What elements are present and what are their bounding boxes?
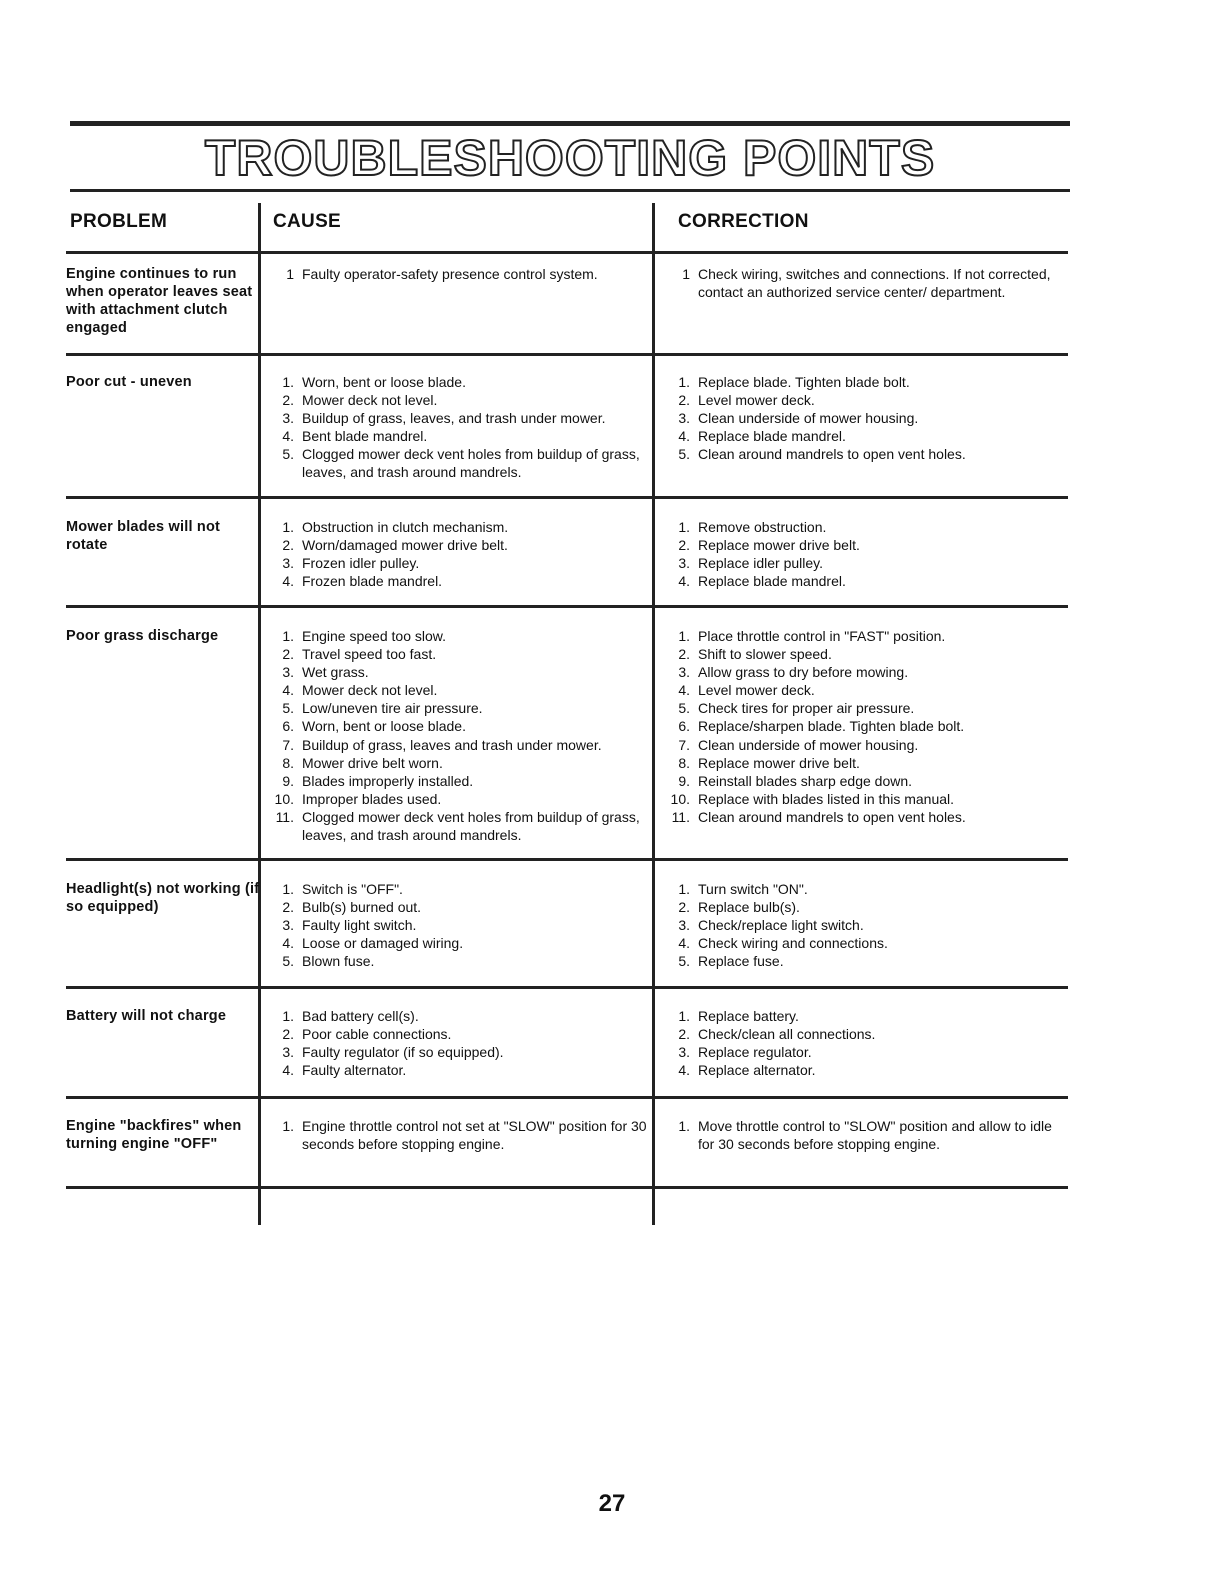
row-divider xyxy=(66,1186,1068,1189)
row-divider xyxy=(66,353,1068,356)
list-item: 5. Blown fuse. xyxy=(282,953,375,970)
correction-list xyxy=(668,1117,1058,1153)
page-title: TROUBLESHOOTING POINTS xyxy=(204,130,936,186)
list-item: 1. Engine speed too slow. xyxy=(282,628,446,644)
header-problem: PROBLEM xyxy=(70,211,168,232)
cause-list xyxy=(272,627,652,844)
list-item: 1. Bad battery cell(s). xyxy=(282,1008,419,1024)
list-item: 3. Frozen idler pulley. xyxy=(282,555,420,572)
list-item: 3. Wet grass. xyxy=(282,664,369,681)
list-item: 2. Bulb(s) burned out. xyxy=(282,899,422,916)
column-divider-cause-correction xyxy=(652,203,655,1225)
list-item: 2. Mower deck not level. xyxy=(282,392,438,409)
cause-list xyxy=(272,518,652,590)
list-item: 1. Turn switch "ON". xyxy=(678,881,808,897)
list-item: 4. Mower deck not level. xyxy=(282,682,438,699)
cause-list xyxy=(272,880,652,970)
list-item: 1 Faulty operator-safety presence control system. xyxy=(286,266,598,282)
list-item: 9. Blades improperly installed. xyxy=(282,772,474,789)
list-item: 4. Check wiring and connections. xyxy=(678,935,888,952)
correction-list xyxy=(668,518,1058,590)
list-item: 1. Replace battery. xyxy=(678,1008,799,1024)
cause-list xyxy=(272,265,652,283)
list-item: 1. Worn, bent or loose blade. xyxy=(282,374,466,390)
list-item: 2. Travel speed too fast. xyxy=(282,646,437,663)
correction-list xyxy=(668,1007,1058,1079)
list-item: 1. Engine throttle control not set at "SLOW" position for 30 seconds before stopping engine. xyxy=(282,1118,647,1153)
problem-text: Poor cut - uneven xyxy=(66,374,192,390)
list-item: 10. Improper blades used. xyxy=(274,790,442,807)
list-item: 7. Buildup of grass, leaves and trash under mower. xyxy=(282,736,602,753)
list-item: 6. Replace/sharpen blade. Tighten blade bolt. xyxy=(678,718,965,735)
list-item: 4. Replace alternator. xyxy=(678,1062,816,1079)
list-item: 4. Bent blade mandrel. xyxy=(282,428,428,445)
list-item: 2. Replace bulb(s). xyxy=(678,899,800,916)
list-item: 5. Replace fuse. xyxy=(678,953,784,970)
list-item: 4. Frozen blade mandrel. xyxy=(282,573,443,590)
list-item: 2. Check/clean all connections. xyxy=(678,1026,876,1043)
list-item: 3. Clean underside of mower housing. xyxy=(678,410,919,427)
row-divider xyxy=(66,986,1068,989)
list-item: 1 Check wiring, switches and connections. If not corrected, contact an authorized service center/ department. xyxy=(682,266,1051,301)
correction-list xyxy=(668,880,1058,970)
list-item: 3. Buildup of grass, leaves, and trash under mower. xyxy=(282,410,606,427)
list-item: 3. Replace idler pulley. xyxy=(678,555,824,572)
list-item: 2. Level mower deck. xyxy=(678,392,815,409)
list-item: 5. Clean around mandrels to open vent holes. xyxy=(678,446,966,463)
title-bottom-rule xyxy=(70,189,1070,192)
cause-list xyxy=(272,373,652,482)
row-divider xyxy=(66,858,1068,861)
list-item: 1. Replace blade. Tighten blade bolt. xyxy=(678,374,910,390)
list-item: 4. Replace blade mandrel. xyxy=(678,573,846,590)
list-item: 9. Reinstall blades sharp edge down. xyxy=(678,772,913,789)
list-item: 10. Replace with blades listed in this manual. xyxy=(670,790,955,807)
list-item: 7. Clean underside of mower housing. xyxy=(678,736,919,753)
list-item: 1. Obstruction in clutch mechanism. xyxy=(282,519,509,535)
list-item: 2. Poor cable connections. xyxy=(282,1026,452,1043)
list-item: 2. Shift to slower speed. xyxy=(678,646,832,663)
problem-text: Engine "backfires" when turning engine "OFF" xyxy=(66,1118,242,1152)
list-item: 4. Level mower deck. xyxy=(678,682,815,699)
list-item: 4. Faulty alternator. xyxy=(282,1062,407,1079)
list-item: 3. Allow grass to dry before mowing. xyxy=(678,664,909,681)
list-item: 3. Replace regulator. xyxy=(678,1044,812,1061)
title-top-rule xyxy=(70,121,1070,126)
list-item: 4. Replace blade mandrel. xyxy=(678,428,846,445)
row-divider xyxy=(66,496,1068,499)
list-item: 8. Mower drive belt worn. xyxy=(282,754,443,771)
row-divider xyxy=(66,1096,1068,1099)
cause-list xyxy=(272,1117,652,1153)
correction-list xyxy=(668,373,1058,463)
list-item: 8. Replace mower drive belt. xyxy=(678,754,860,771)
list-item: 3. Faulty regulator (if so equipped). xyxy=(282,1044,504,1061)
problem-text: Engine continues to run when operator leaves seat with attachment clutch engaged xyxy=(66,266,253,336)
list-item: 2. Replace mower drive belt. xyxy=(678,537,860,554)
problem-text: Battery will not charge xyxy=(66,1008,227,1024)
list-item: 5. Clogged mower deck vent holes from buildup of grass, leaves, and trash around mandrels. xyxy=(282,446,640,481)
page-number: 27 xyxy=(598,1490,626,1517)
list-item: 1. Switch is "OFF". xyxy=(282,881,403,897)
list-item: 5. Check tires for proper air pressure. xyxy=(678,700,915,717)
cause-list xyxy=(272,1007,652,1079)
column-divider-problem-cause xyxy=(258,203,261,1225)
list-item: 5. Low/uneven tire air pressure. xyxy=(282,700,483,717)
header-correction: CORRECTION xyxy=(678,211,809,232)
row-divider xyxy=(66,605,1068,608)
list-item: 11. Clogged mower deck vent holes from buildup of grass, leaves, and trash around mandrels. xyxy=(275,808,640,844)
list-item: 2. Worn/damaged mower drive belt. xyxy=(282,537,508,554)
problem-text: Mower blades will not rotate xyxy=(66,519,221,553)
correction-list xyxy=(668,627,1058,826)
list-item: 1. Place throttle control in "FAST" position. xyxy=(678,628,946,644)
problem-text: Headlight(s) not working (if so equipped) xyxy=(66,881,260,915)
list-item: 1. Move throttle control to "SLOW" position and allow to idle for 30 seconds before stopping engine. xyxy=(678,1118,1052,1153)
list-item: 3. Check/replace light switch. xyxy=(678,917,864,934)
list-item: 4. Loose or damaged wiring. xyxy=(282,935,464,952)
header-rule xyxy=(66,251,1068,254)
list-item: 3. Faulty light switch. xyxy=(282,917,417,934)
list-item: 1. Remove obstruction. xyxy=(678,519,827,535)
correction-list xyxy=(668,265,1058,301)
list-item: 6. Worn, bent or loose blade. xyxy=(282,718,466,735)
list-item: 11. Clean around mandrels to open vent holes. xyxy=(671,808,966,825)
header-cause: CAUSE xyxy=(273,211,342,232)
problem-text: Poor grass discharge xyxy=(66,628,219,644)
